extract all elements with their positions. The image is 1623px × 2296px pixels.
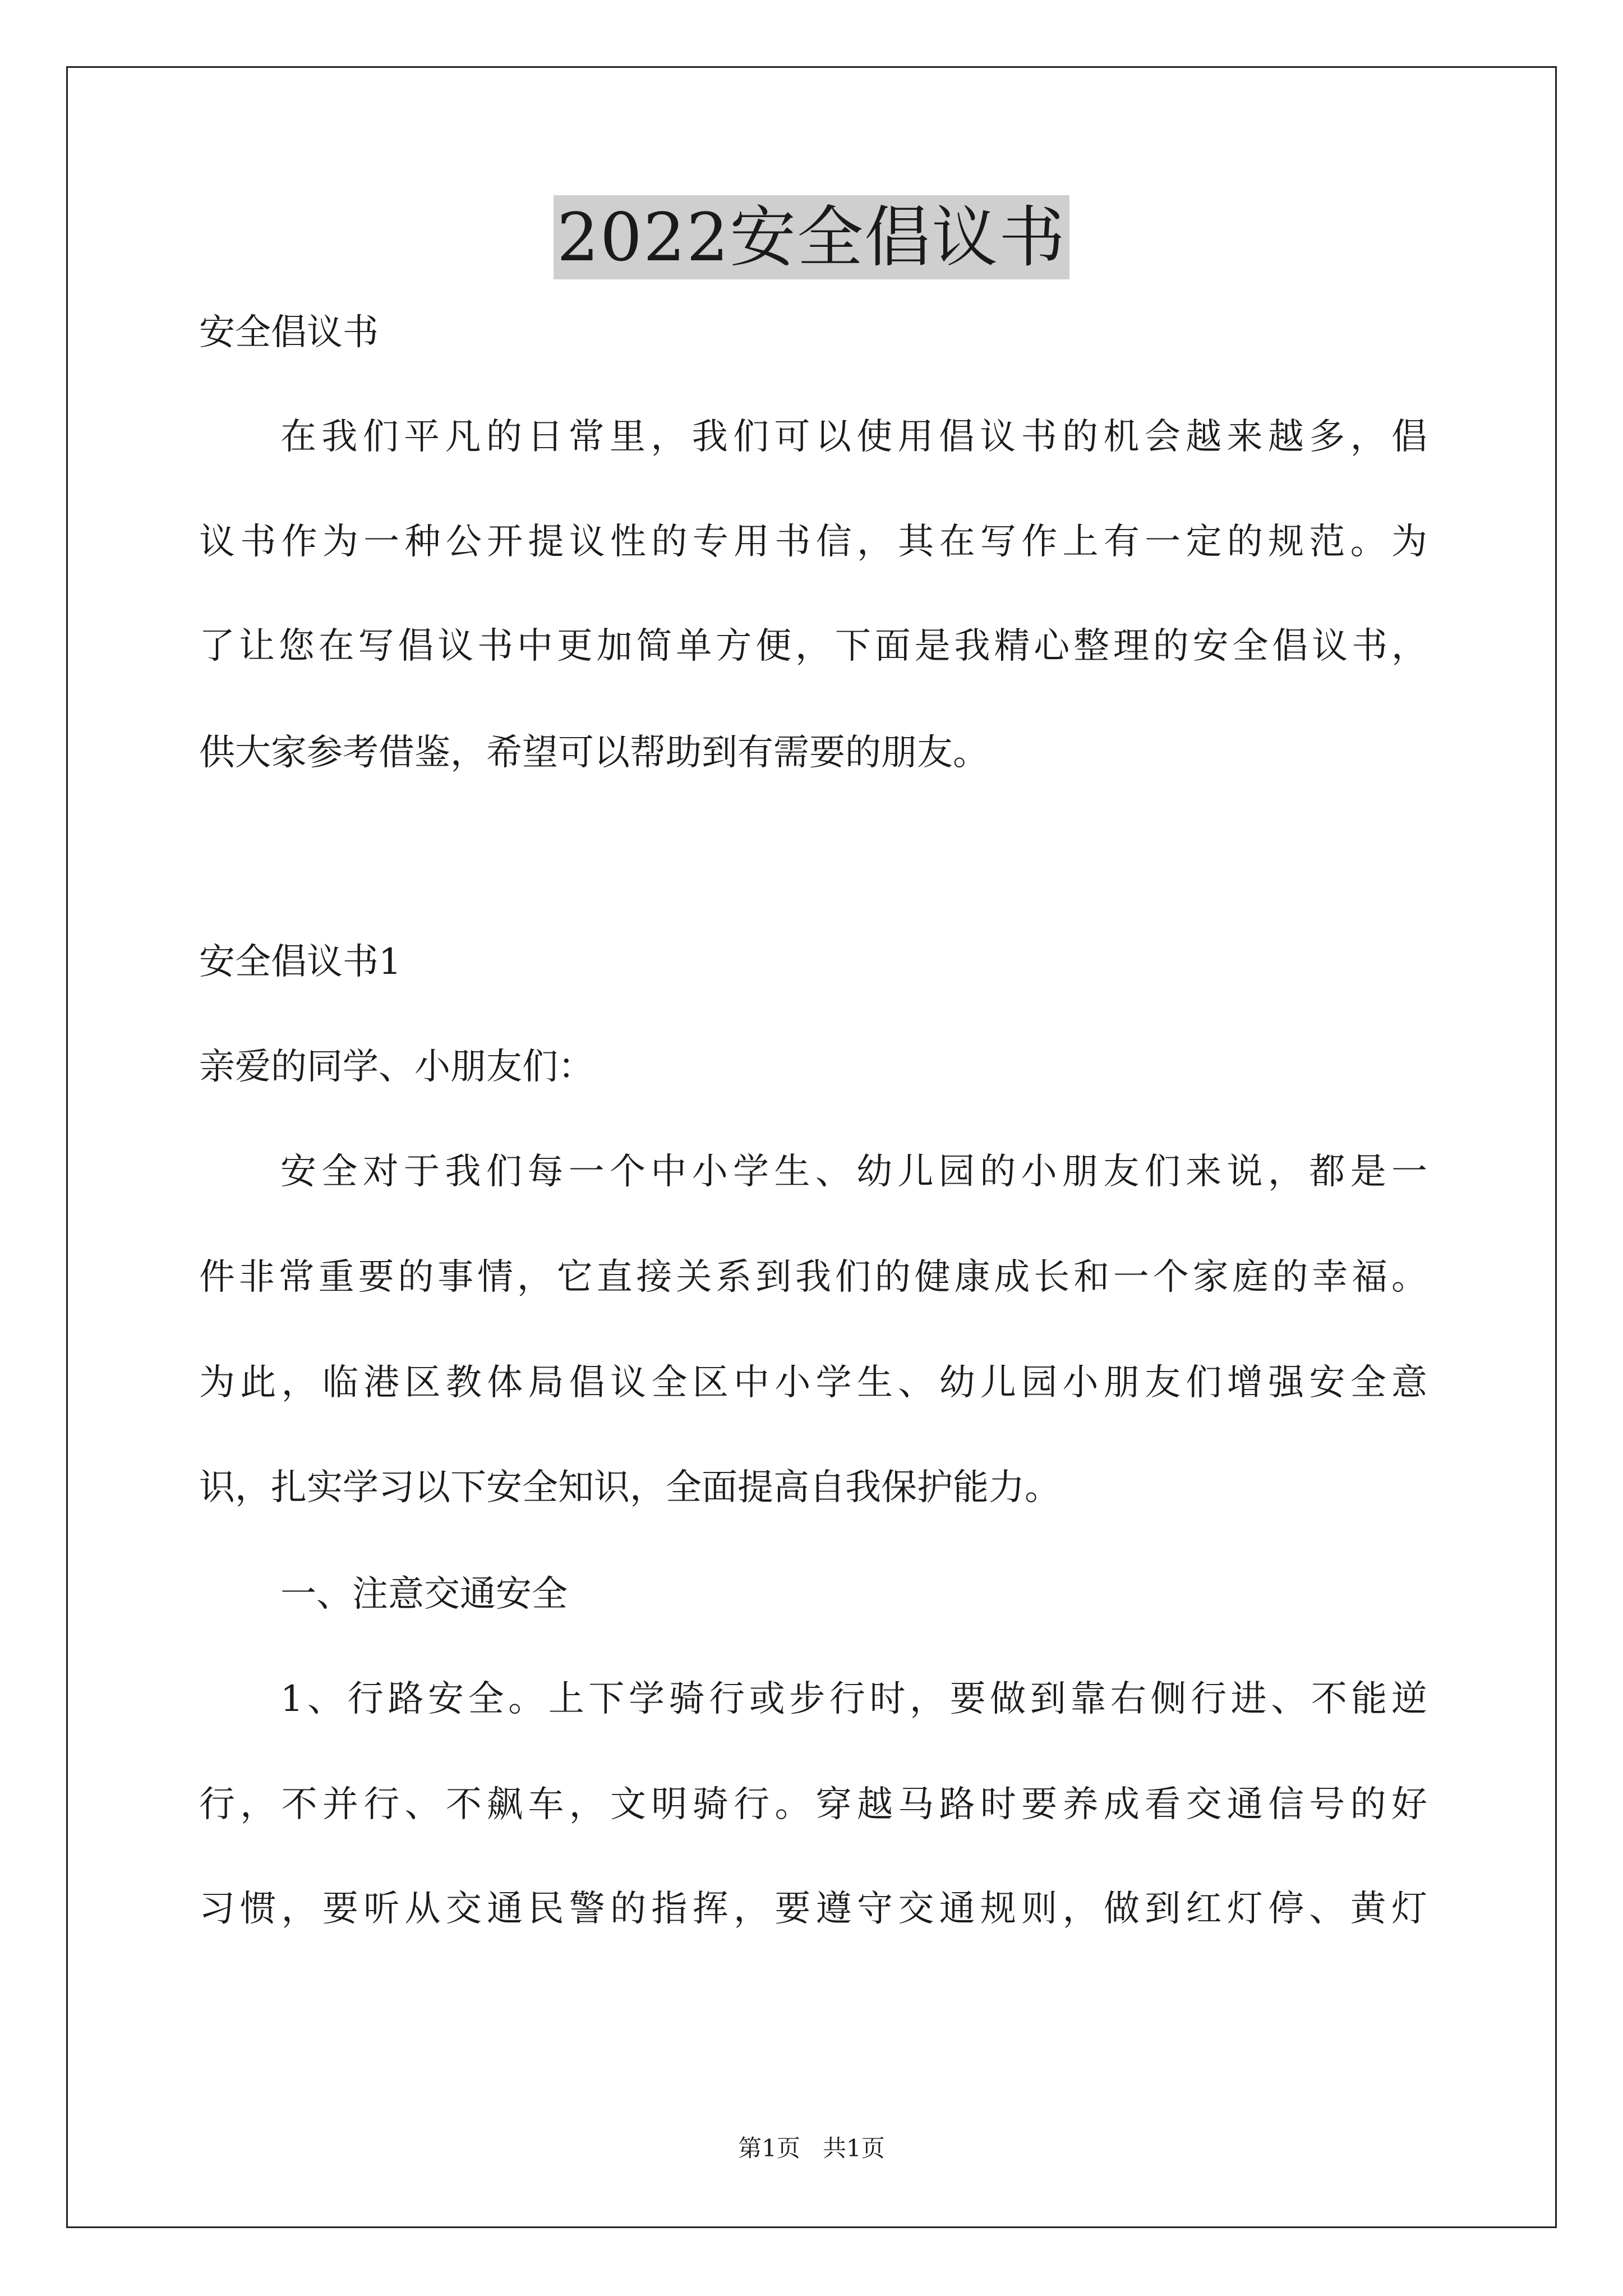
body-line: 1、行路安全。上下学骑行或步行时，要做到靠右侧行进、不能逆 xyxy=(280,1678,1427,1720)
page-total: 共1页 xyxy=(823,2134,885,2162)
title-wrap xyxy=(0,195,1623,279)
body-line: 了让您在写倡议书中更加简单方便，下面是我精心整理的安全倡议书， xyxy=(199,625,1427,667)
body-line: 行，不并行、不飙车，文明骑行。穿越马路时要养成看交通信号的好 xyxy=(199,1784,1427,1825)
body-line: 安全倡议书 xyxy=(199,312,379,353)
body-line: 识，扎实学习以下安全知识，全面提高自我保护能力。 xyxy=(199,1467,1061,1508)
body-line: 件非常重要的事情，它直接关系到我们的健康成长和一个家庭的幸福。 xyxy=(199,1257,1427,1298)
body-line: 议书作为一种公开提议性的专用书信，其在写作上有一定的规范。为 xyxy=(199,521,1427,563)
body-line: 一、注意交通安全 xyxy=(280,1573,568,1615)
body-line: 亲爱的同学、小朋友们： xyxy=(199,1046,594,1088)
body-line: 在我们平凡的日常里，我们可以使用倡议书的机会越来越多，倡 xyxy=(280,416,1427,458)
document-title: 2022安全倡议书 xyxy=(554,195,1069,279)
body-line: 习惯，要听从交通民警的指挥，要遵守交通规则，做到红灯停、黄灯 xyxy=(199,1888,1427,1930)
body-line: 供大家参考借鉴，希望可以帮助到有需要的朋友。 xyxy=(199,732,989,774)
page-number: 第1页 xyxy=(738,2134,800,2162)
page-footer xyxy=(0,2132,1623,2165)
body-line: 为此，临港区教体局倡议全区中小学生、幼儿园小朋友们增强安全意 xyxy=(199,1362,1427,1404)
body-line: 安全对于我们每一个中小学生、幼儿园的小朋友们来说，都是一 xyxy=(280,1151,1427,1193)
body-line: 安全倡议书1 xyxy=(199,941,402,983)
